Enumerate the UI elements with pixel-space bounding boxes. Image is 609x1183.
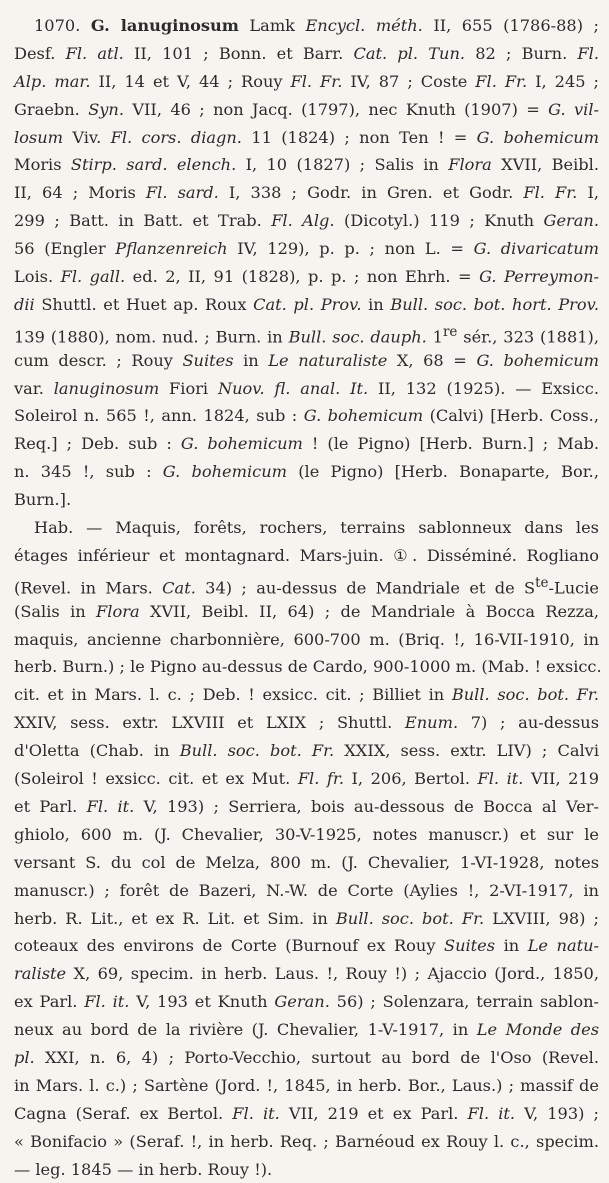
habitat-line: ghiolo, 600 m. (J. Chevalier, 30-V-1925, notes manuscr.) et sur le [14,824,599,844]
habitat-line: d'Oletta (Chab. in Bull. soc. bot. Fr. XXIX, sess. extr. LIV) ; Calvi [14,741,600,761]
habitat-line: neux au bord de la rivière (J. Chevalier, 1-V-1917, in Le Monde des [14,1020,600,1040]
habitat-line: coteaux des environs de Corte (Burnouf ex Rouy Suites in Le natu- [14,936,599,956]
habitat-line: manuscr.) ; forêt de Bazeri, N.-W. de Corte (Aylies !, 2-VI-1917, in [14,880,599,900]
habitat-line: herb. Burn.) ; le Pigno au-dessus de Cardo, 900-1000 m. (Mab. ! exsicc. [14,657,602,677]
habitat-line: herb. R. Lit., et ex R. Lit. et Sim. in Bull. soc. bot. Fr. LXVIII, 98) ; [14,908,599,928]
habitat-line: in Mars. l. c.) ; Sartène (Jord. !, 1845, in herb. Bor., Laus.) ; massif de [14,1075,599,1095]
habitat-line: (Revel. in Mars. Cat. 34) ; au-dessus de Mandriale et de $S^{te}$-Lucie [14,574,599,598]
entry-line: Burn.]. [14,490,72,510]
entry-line: dii Shuttl. et Huet ap. Roux Cat. pl. Prov. in Bull. soc. bot. hort. Prov. [14,294,599,314]
entry-line: Graebn. Syn. VII, 46 ; non Jacq. (1797), nec Knuth (1907) = G. vil- [14,99,599,119]
habitat-line: étages inférieur et montagnard. Mars-juin. ①. Disséminé. Rogliano [14,545,599,565]
habitat-line: — leg. 1845 — in herb. Rouy !). [14,1159,273,1179]
habitat-line: raliste X, 69, specim. in herb. Laus. !, Rouy !) ; Ajaccio (Jord., 1850, [14,964,599,984]
habitat-line: Hab. — Maquis, forêts, rochers, terrains sablonneux dans les [34,518,599,538]
entry-line: II, 64 ; Moris Fl. sard. I, 338 ; Godr. in Gren. et Godr. Fl. Fr. I, [14,183,599,203]
habitat-line: Cagna (Seraf. ex Bertol. Fl. it. VII, 219 et ex Parl. Fl. it. V, 193) ; [14,1103,599,1123]
entry-line: var. lanuginosum Fiori Nuov. fl. anal. It. II, 132 (1925). — Exsicc. [14,378,599,398]
habitat-line: maquis, ancienne charbonnière, 600-700 m. (Briq. !, 16-VII-1910, in [14,629,599,649]
entry-line: 56 (Engler Pflanzenreich IV, 129), p. p. ; non L. = G. divaricatum [14,239,599,259]
entry-line: Moris Stirp. sard. elench. I, 10 (1827) ; Salis in Flora XVII, Beibl. [14,155,599,175]
habitat-line: ex Parl. Fl. it. V, 193 et Knuth Geran. 56) ; Solenzara, terrain sablon- [14,992,599,1012]
habitat-line: cit. et in Mars. l. c. ; Deb. ! exsicc. cit. ; Billiet in Bull. soc. bot. Fr. [14,685,599,705]
habitat-line: « Bonifacio » (Seraf. !, in herb. Req. ; Barnéoud ex Rouy l. c., specim. [14,1131,599,1151]
entry-line: Soleirol n. 565 !, ann. 1824, sub : G. bohemicum (Calvi) [Herb. Coss., [14,406,599,426]
synonymy-paragraph [14,12,599,514]
habitat-line: et Parl. Fl. it. V, 193) ; Serriera, bois au-dessous de Bocca al Ver- [14,796,599,816]
entry-line: Alp. mar. II, 14 et V, 44 ; Rouy Fl. Fr. IV, 87 ; Coste Fl. Fr. I, 245 ; [14,71,599,91]
habitat-line: pl. XXI, n. 6, 4) ; Porto-Vecchio, surtout au bord de l'Oso (Revel. [14,1047,599,1067]
entry-line: Req.] ; Deb. sub : G. bohemicum ! (le Pigno) [Herb. Burn.] ; Mab. [14,434,599,454]
entry-line: 1070. G. lanuginosum Lamk Encycl. méth. II, 655 (1786-88) ; [34,16,599,35]
entry-line: losum Viv. Fl. cors. diagn. 11 (1824) ; non Ten ! = G. bohemicum [14,127,599,147]
entry-line: 299 ; Batt. in Batt. et Trab. Fl. Alg. (Dicotyl.) 119 ; Knuth Geran. [14,211,600,231]
habitat-line: (Salis in Flora XVII, Beibl. II, 64) ; de Mandriale à Bocca Rezza, [14,601,599,621]
habitat-line: versant S. du col de Melza, 800 m. (J. Chevalier, 1-VI-1928, notes [14,852,599,872]
habitat-paragraph [14,514,602,1183]
entry-line: Desf. Fl. atl. II, 101 ; Bonn. et Barr. Cat. pl. Tun. 82 ; Burn. Fl. [14,43,599,63]
habitat-line: XXIV, sess. extr. LXVIII et LXIX ; Shuttl. Enum. 7) ; au-dessus [14,713,600,733]
entry-line: cum descr. ; Rouy Suites in Le naturaliste X, 68 = G. bohemicum [14,350,599,370]
entry-line: 139 (1880), nom. nud. ; Burn. in Bull. soc. dauph. 1re sér., 323 (1881), [14,323,600,347]
habitat-line: (Soleirol ! exsicc. cit. et ex Mut. Fl. fr. I, 206, Bertol. Fl. it. VII, 219 [14,769,600,789]
entry-line: Lois. Fl. gall. ed. 2, II, 91 (1828), p. p. ; non Ehrh. = G. Perreymon- [14,267,599,287]
entry-line: n. 345 !, sub : G. bohemicum (le Pigno) [Herb. Bonaparte, Bor., [14,462,599,482]
